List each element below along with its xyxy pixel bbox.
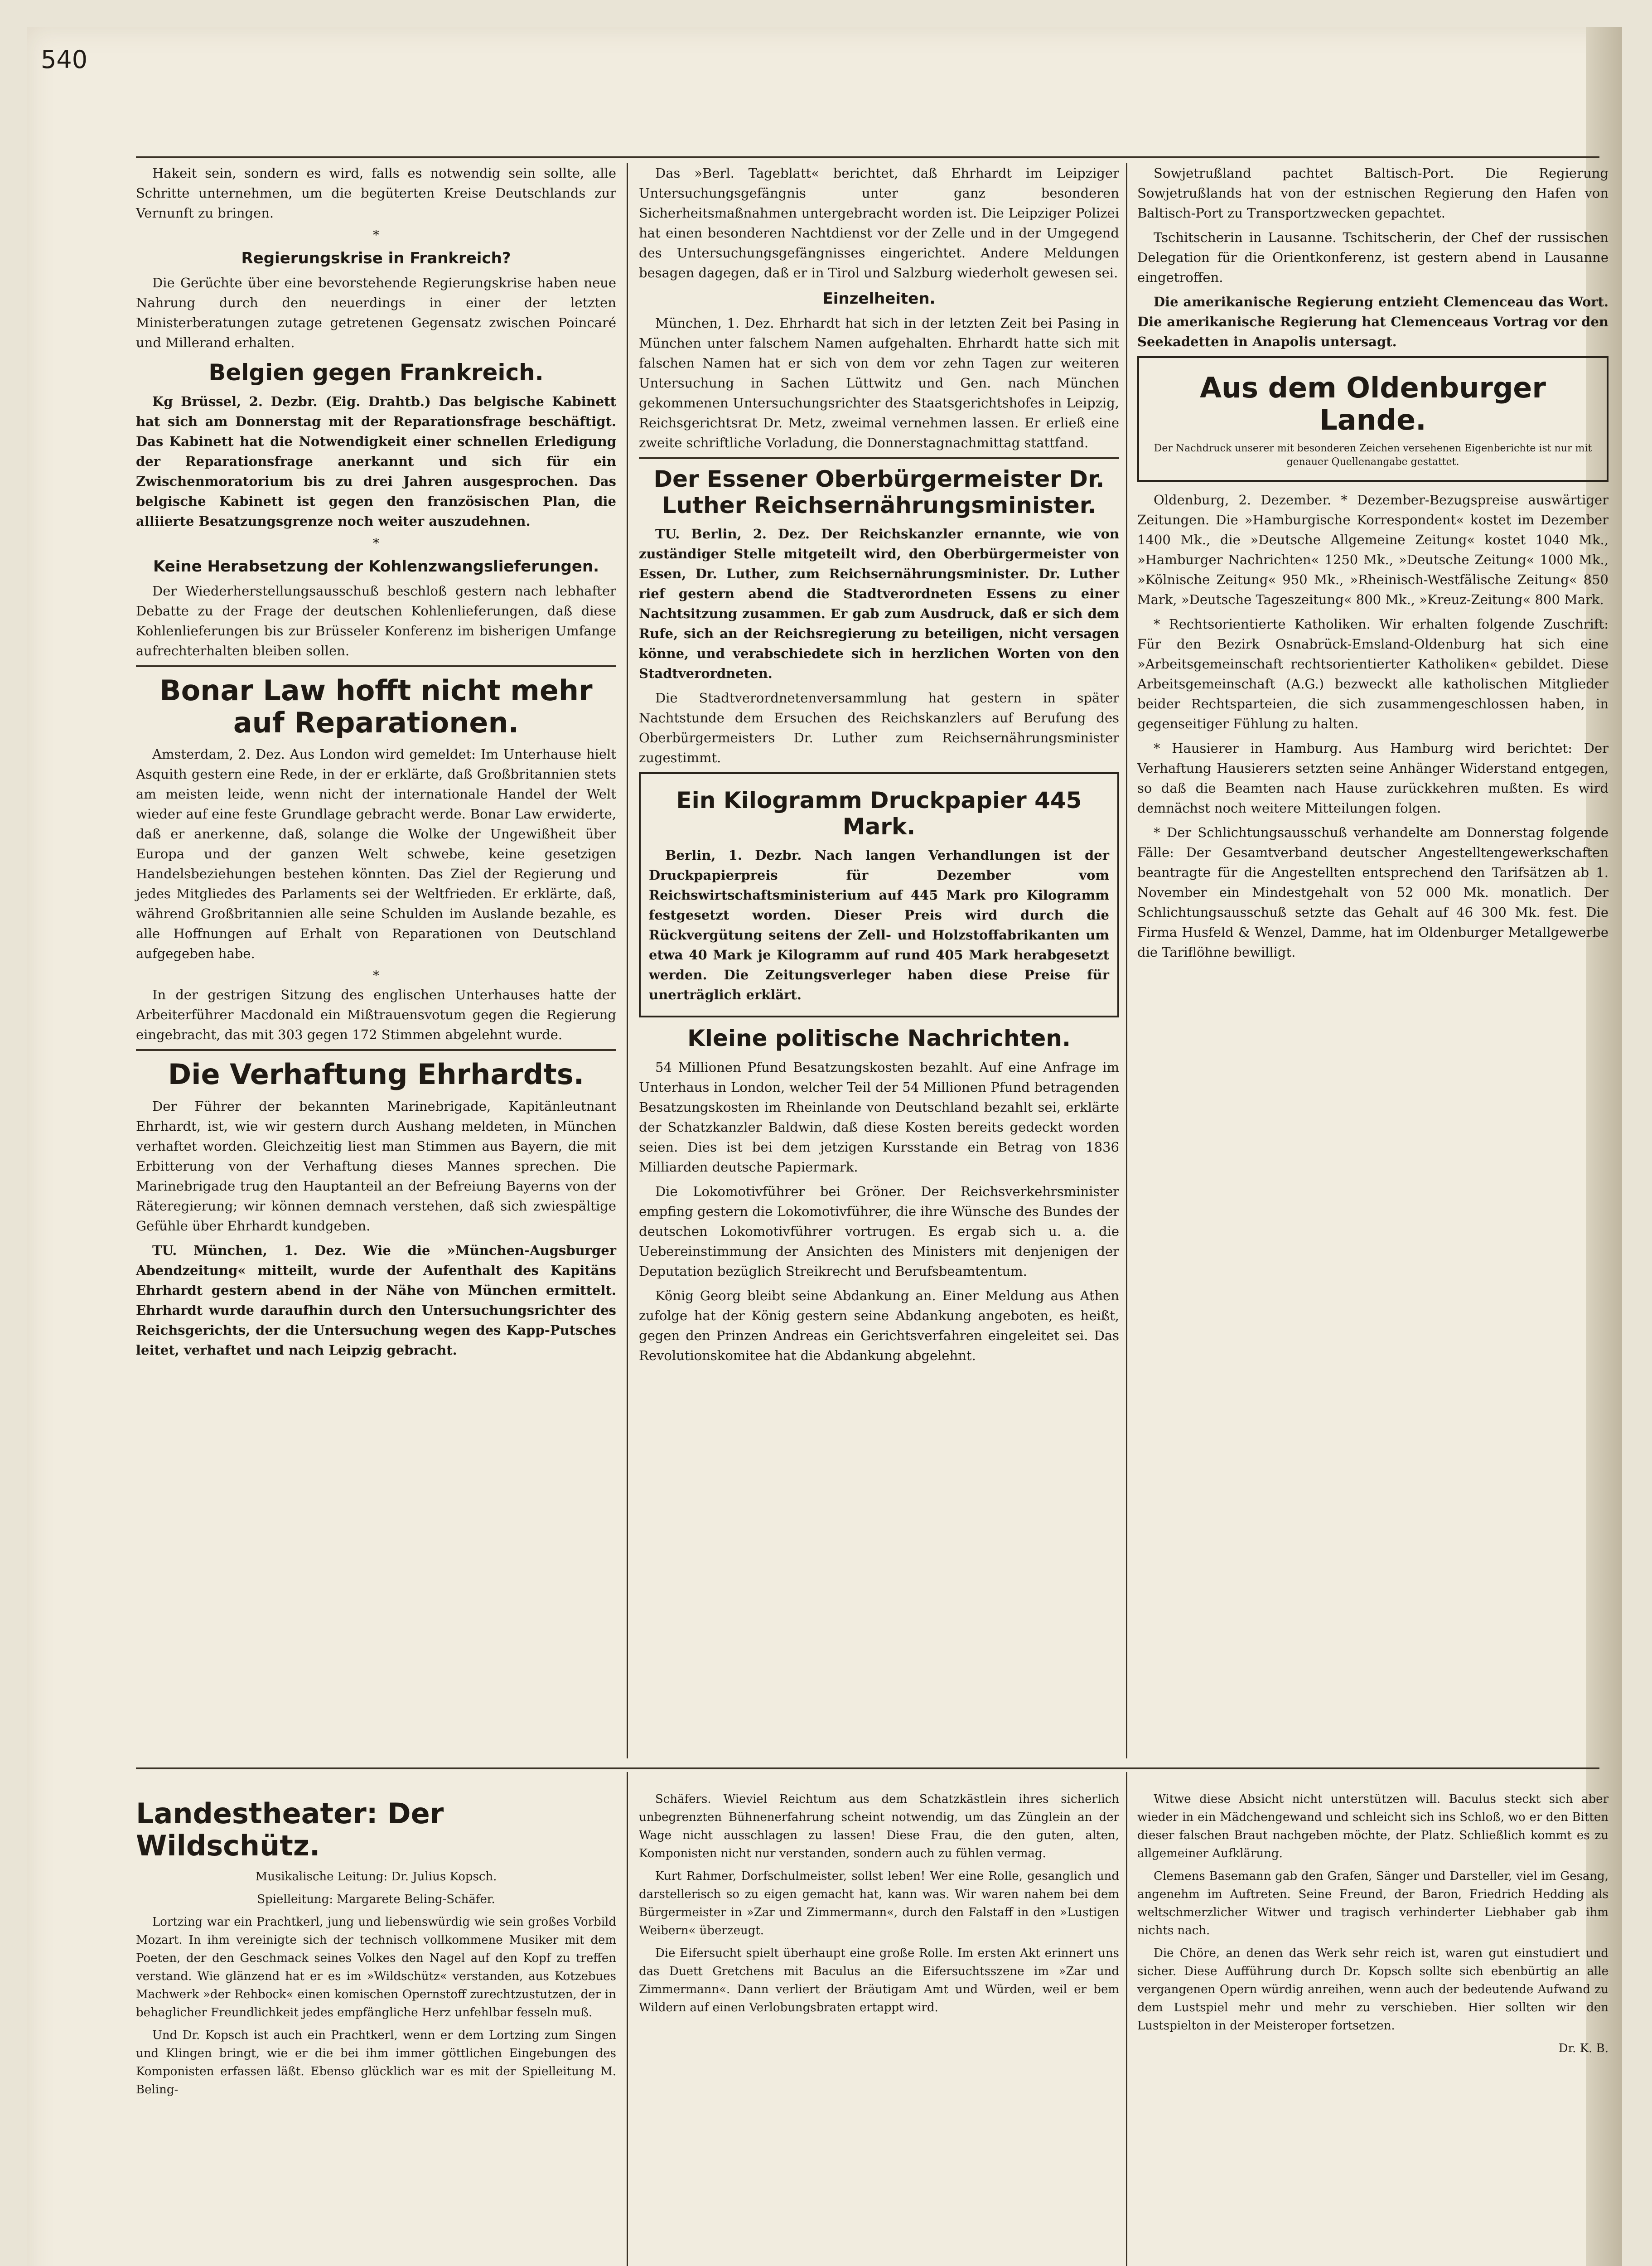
theater-credit: Musikalische Leitung: Dr. Julius Kopsch.	[255, 1869, 497, 1883]
theater-rule-2	[1126, 1772, 1127, 2266]
rule	[639, 457, 1119, 459]
article-text: Die Lokomotivführer bei Gröner. Der Reichsverkehrsminister empfing gestern die Lokomotivführer, die ihre Wünsche des Bundes der deutschen Lokomotivführer vortrugen. Es ergab sich u. a. die Uebereinstimmung der Ansichten des Ministers mit denjenigen der Deputation bezüglich Streikrecht und Berufsbeamtentum.	[639, 1183, 1119, 1279]
theater-column-3	[1137, 1790, 1609, 2062]
column-1	[136, 163, 616, 1365]
headline-regierungskrise: Regierungskrise in Frankreich?	[241, 249, 511, 267]
top-rule	[136, 156, 1599, 158]
boxed-article	[639, 772, 1119, 1017]
headline-bonar-law: Bonar Law hofft nicht mehr auf Reparationen.	[159, 673, 593, 739]
article-text: Kg Brüssel, 2. Dezbr. (Eig. Drahtb.) Das belgische Kabinett hat sich am Donnerstag mit der Reparationsfrage beschäftigt. Das Kabinett hat die Notwendigkeit einer schnellen Erledigung der Reparationsfrage anerkannt und sich für ein Zwischenmoratorium bis zu drei Jahren ausgesprochen. Das belgische Kabinett ist gegen den französischen Plan, die alliierte Besatzungsgrenze noch weiter auszudehnen.	[136, 393, 616, 529]
article-text: 54 Millionen Pfund Besatzungskosten bezahlt. Auf eine Anfrage im Unterhaus in London, welcher Teil der 54 Millionen Pfund betragenden Besatzungskosten im Rheinlande von Deutschland bezahlt sei, erklärte der Schatzkanzler Baldwin, daß diese Kosten bereits gedeckt worden seien. Dies ist bei dem jetzigen Kursstande ein Betrag von 1836 Milliarden deutsche Papiermark.	[639, 1059, 1119, 1175]
review-text: Clemens Basemann gab den Grafen, Sänger und Darsteller, viel im Gesang, angenehm im Auftreten. Seine Freund, der Baron, Friedrich Hedding als weltschmerzlicher Witwer und tragisch verhinderter Liebhaber gab ihm nichts nach.	[1137, 1869, 1609, 1937]
theater-rule-1	[627, 1772, 628, 2266]
headline-luther: Der Essener Oberbürgermeister Dr. Luther Reichsernährungsminister.	[653, 466, 1105, 518]
article-text: König Georg bleibt seine Abdankung an. Einer Meldung aus Athen zufolge hat der König gestern seine Abdankung angeboten, es heißt, gegen den Prinzen Andreas ein Gerichtsverfahren eingeleitet sei. Das Revolutionskomitee hat die Abdankung abgelehnt.	[639, 1288, 1119, 1363]
theater-column-2	[639, 1790, 1119, 2021]
article-text: Berlin, 1. Dezbr. Nach langen Verhandlungen ist der Druckpapierpreis für Dezember vom Reichswirtschaftsministerium auf 445 Mark pro Kilogramm festgesetzt worden. Dieser Preis wird durch die Rückvergütung seitens der Zell- und Holzstoffabrikanten um etwa 40 Mark je Kilogramm auf rund 405 Mark herabgesetzt werden. Die Zeitungsverleger haben diese Preise für unerträglich erklärt.	[649, 847, 1109, 1003]
review-text: Und Dr. Kopsch ist auch ein Prachtkerl, wenn er dem Lortzing zum Singen und Klingen bringt, wie er die bei ihm immer göttlichen Eingebungen des Komponisten erfassen läßt. Ebenso glücklich war es mit der Spielleitung M. Beling-	[136, 2028, 616, 2097]
review-signature: Dr. K. B.	[1558, 2042, 1609, 2055]
separator: *	[373, 228, 379, 242]
separator: *	[373, 968, 379, 983]
article-text: Das »Berl. Tageblatt« berichtet, daß Ehrhardt im Leipziger Untersuchungsgefängnis unter ganz besonderen Sicherheitsmaßnahmen untergebracht worden ist. Die Leipziger Polizei hat einen besonderen Nachtdienst vor der Zelle und in der Umgegend des Untersuchungsgefängnisses eingerichtet. Andere Meldungen besagen dagegen, daß er in Tirol und Salzburg wiederholt gewesen sei.	[639, 165, 1119, 281]
review-text: Die Eifersucht spielt überhaupt eine große Rolle. Im ersten Akt erinnert uns das Duett Gretchens mit Baculus an die Eifersuchtsszene im »Zar und Zimmermann«. Dann verliert der Bräutigam Amt und Würden, weil er bem Wildern auf einen Verlobungsbraten ertappt wird.	[639, 1946, 1119, 2014]
headline-druckpapier: Ein Kilogramm Druckpapier 445 Mark.	[676, 787, 1082, 840]
reprint-note: Der Nachdruck unserer mit besonderen Zeichen versehenen Eigenberichte ist nur mit genauer Quellenangabe gestattet.	[1154, 442, 1592, 468]
article-text: Tschitscherin in Lausanne. Tschitscherin, der Chef der russischen Delegation für die Orientkonferenz, ist gestern abend in Lausanne eingetroffen.	[1137, 230, 1609, 285]
article-text: Der Führer der bekannten Marinebrigade, Kapitänleutnant Ehrhardt, ist, wie wir gestern durch Aushang meldeten, in München verhaftet worden. Gleichzeitig liest man Stimmen aus Bayern, die mit Erbitterung von der Verhaftung dieses Mannes sprechen. Die Marinebrigade trug den Hauptanteil an der Befreiung Bayerns von der Räteregierung; wir können demnach verstehen, daß sich zwiespältige Gefühle über Ehrhardt kundgeben.	[136, 1098, 616, 1234]
article-text: Oldenburg, 2. Dezember. * Dezember-Bezugspreise auswärtiger Zeitungen. Die »Hamburgische Korrespondent« kostet im Dezember 1400 Mk., die »Deutsche Allgemeine Zeitung« kostet 1040 Mk., »Hamburger Nachrichten« 1250 Mk., »Deutsche Zeitung« 1000 Mk., »Kölnische Zeitung« 950 Mk., »Rheinisch-Westfälische Zeitung« 850 Mark, »Deutsche Tageszeitung« 800 Mk., »Kreuz-Zeitung« 800 Mark.	[1137, 492, 1609, 607]
section-box	[1137, 356, 1609, 482]
rule	[136, 665, 616, 667]
headline-oldenburger-lande: Aus dem Oldenburger Lande.	[1200, 371, 1546, 437]
article-text: TU. Berlin, 2. Dez. Der Reichskanzler ernannte, wie von zuständiger Stelle mitgeteilt wird, den Oberbürgermeister von Essen, Dr. Luther, zum Reichsernährungsminister. Dr. Luther rief gestern abend die Stadtverordneten Essens zu einer Nachtsitzung zusammen. Er gab zum Ausdruck, daß er sich dem Rufe, sich an der Reichsregierung zu beteiligen, nicht versagen könne, und verabschiedete sich in herzlichen Worten von den Stadtverordneten.	[639, 526, 1119, 682]
headline-einzelheiten: Einzelheiten.	[822, 290, 936, 308]
review-text: Kurt Rahmer, Dorfschulmeister, sollst leben! Wer eine Rolle, gesanglich und darstellerisch so zu eigen gemacht hat, kann was. Wir waren nahem bei dem Bürgermeister in »Zar und Zimmermann«, durch den Falstaff in den »Lustigen Weibern« überzeugt.	[639, 1869, 1119, 1937]
page-number: 540	[41, 45, 88, 74]
article-text: München, 1. Dez. Ehrhardt hat sich in der letzten Zeit bei Pasing in München unter falschem Namen aufgehalten. Ehrhardt hatte sich mit falschen Namen hat er sich von dem vor zehn Tagen zur weiteren Untersuchung in Sachen Lüttwitz und Gen. nach München gekommenen Untersuchungsrichter des Staatsgerichtshofes in Leipzig, Reichsgerichtsrat Dr. Metz, zweimal vernehmen lassen. Er erließ eine zweite schriftliche Vorladung, die Donnerstagnachmittag stattfand.	[639, 315, 1119, 451]
headline-kohlen: Keine Herabsetzung der Kohlenzwangslieferungen.	[153, 557, 599, 576]
column-rule-1	[627, 163, 628, 1758]
headline-belgien: Belgien gegen Frankreich.	[208, 359, 544, 386]
rule	[136, 1049, 616, 1051]
article-text: Die Gerüchte über eine bevorstehende Regierungskrise haben neue Nahrung durch den neuerdings in einer der letzten Ministerberatungen zutage getretenen Gegensatz zwischen Poincaré und Millerand erhalten.	[136, 275, 616, 351]
article-text: TU. München, 1. Dez. Wie die »München-Augsburger Abendzeitung« mitteilt, wurde der Aufenthalt des Kapitäns Ehrhardt gestern abend in der Nähe von München ermittelt. Ehrhardt wurde daraufhin durch den Untersuchungsrichter des Reichsgerichts, der die Untersuchung wegen des Kapp-Putsches leitet, verhaftet und nach Leipzig gebracht.	[136, 1242, 616, 1358]
theater-column-1	[136, 1790, 616, 2103]
intro-text: Hakeit sein, sondern es wird, falls es notwendig sein sollte, alle Schritte unternehmen, um die begüterten Kreise Deutschlands zur Vernunft zu bringen.	[136, 165, 616, 221]
separator: *	[373, 535, 379, 551]
article-text: * Rechtsorientierte Katholiken. Wir erhalten folgende Zuschrift: Für den Bezirk Osnabrück-Emsland-Oldenburg hat sich eine »Arbeitsgemeinschaft rechtsorientierter Katholiken« gebildet. Diese Arbeitsgemeinschaft (A.G.) bezweckt alle katholischen Mitglieder beider Rechtsparteien, die sich zusammengeschlossen haben, in gegenseitiger Fühlung zu halten.	[1137, 616, 1609, 731]
theater-credit: Spielleitung: Margarete Beling-Schäfer.	[257, 1892, 495, 1906]
review-text: Witwe diese Absicht nicht unterstützen will. Baculus steckt sich aber wieder in ein Mädchengewand und schleicht sich ins Schloß, wo er den Bitten dieser falschen Braut nachgeben möchte, der Platz. Schließlich kommt es zu allgemeiner Aufklärung.	[1137, 1792, 1609, 1860]
headline-ehrhardt: Die Verhaftung Ehrhardts.	[168, 1058, 584, 1091]
article-text: * Der Schlichtungsausschuß verhandelte am Donnerstag folgende Fälle: Der Gesamtverband deutscher Angestelltengewerkschaften beantragte für die Angestellten entsprechend den Tarifsätzen ab 1. November ein Mindestgehalt von 52 000 Mk. monatlich. Der Schlichtungsausschuß setzte das Gehalt auf 46 300 Mk. fest. Die Firma Husfeld & Wenzel, Damme, hat im Oldenburger Metallgewerbe die Tariflöhne bewilligt.	[1137, 824, 1609, 960]
column-rule-2	[1126, 163, 1127, 1758]
column-2	[639, 163, 1119, 1370]
article-text: In der gestrigen Sitzung des englischen Unterhauses hatte der Arbeiterführer Macdonald ein Mißtrauensvotum gegen die Regierung eingebracht, das mit 303 gegen 172 Stimmen abgelehnt wurde.	[136, 987, 616, 1043]
article-text: Die Stadtverordnetenversammlung hat gestern in später Nachtstunde dem Ersuchen des Reichskanzlers auf Berufung des Oberbürgermeisters Dr. Luther zum Reichsernährungsminister zugestimmt.	[639, 690, 1119, 766]
theater-title: Landestheater: Der Wildschütz.	[136, 1797, 444, 1863]
headline-kleine-nachrichten: Kleine politische Nachrichten.	[687, 1025, 1071, 1052]
article-text: Der Wiederherstellungsausschuß beschloß gestern nach lebhafter Debatte zu der Frage der deutschen Kohlenlieferungen, daß diese Kohlenlieferungen bis zur Brüsseler Konferenz im bisherigen Umfange aufrechterhalten bleiben sollen.	[136, 583, 616, 658]
article-text: Die amerikanische Regierung entzieht Clemenceau das Wort. Die amerikanische Regierung hat Clemenceaus Vortrag vor den Seekadetten in Anapolis untersagt.	[1137, 294, 1609, 349]
theater-top-rule	[136, 1767, 1599, 1769]
review-text: Die Chöre, an denen das Werk sehr reich ist, waren gut einstudiert und sicher. Diese Aufführung durch Dr. Kopsch sollte sich ebenbürtig an alle vergangenen Opern würdig anreihen, wenn auch der bedeutende Aufwand zu dem Lustspiel mehr und mehr zu verschieben. Hier sollten wir den Lustspielton in der Meisteroper fortsetzen.	[1137, 1946, 1609, 2033]
article-text: Sowjetrußland pachtet Baltisch-Port. Die Regierung Sowjetrußlands hat von der estnischen Regierung den Hafen von Baltisch-Port zu Transportzwecken gepachtet.	[1137, 165, 1609, 221]
article-text: Amsterdam, 2. Dez. Aus London wird gemeldet: Im Unterhause hielt Asquith gestern eine Rede, in der er erklärte, daß Großbritannien stets am meisten leide, wenn nicht der internationale Handel der Welt wieder auf eine feste Grundlage gebracht werde. Bonar Law erwiderte, daß er anerkenne, daß, solange die Wolke der Ungewißheit über Europa und der ganzen Welt schwebe, keine gesetzigen Handelsbeziehungen bestehen könnten. Das Ziel der Regierung und jedes Mitgliedes des Parlaments sei der Weltfrieden. Er erklärte, daß, während Großbritannien alle seine Schulden im Auslande bezahle, es alle Hoffnungen auf Erhalt von Reparationen von Deutschland aufgegeben habe.	[136, 746, 616, 962]
column-3	[1137, 163, 1609, 967]
review-text: Schäfers. Wieviel Reichtum aus dem Schatzkästlein ihres sicherlich unbegrenzten Bühnenerfahrung scheint notwendig, um das Zünglein an der Wage nicht ausschlagen zu lassen! Diese Frau, die den guten, alten, Komponisten nicht nur verstanden, sondern auch zu fühlen vermag.	[639, 1792, 1119, 1860]
article-text: * Hausierer in Hamburg. Aus Hamburg wird berichtet: Der Verhaftung Hausierers setzten seine Anhänger Widerstand entgegen, so daß die Beamten nach Hause zurückkehren mußten. Es wird demnächst noch weitere Mitteilungen folgen.	[1137, 740, 1609, 816]
review-text: Lortzing war ein Prachtkerl, jung und liebenswürdig wie sein großes Vorbild Mozart. In ihm vereinigte sich der technisch vollkommene Musiker mit dem Poeten, der den Geschmack seines Volkes den Nagel auf den Kopf zu treffen verstand. Wie glänzend hat er es im »Wildschütz« verstanden, aus Kotzebues Machwerk »der Rehbock« einen komischen Opernstoff zurechtzustutzen, der in behaglicher Freundlichkeit jedes empfängliche Herz unfehlbar fesseln muß.	[136, 1915, 616, 2019]
